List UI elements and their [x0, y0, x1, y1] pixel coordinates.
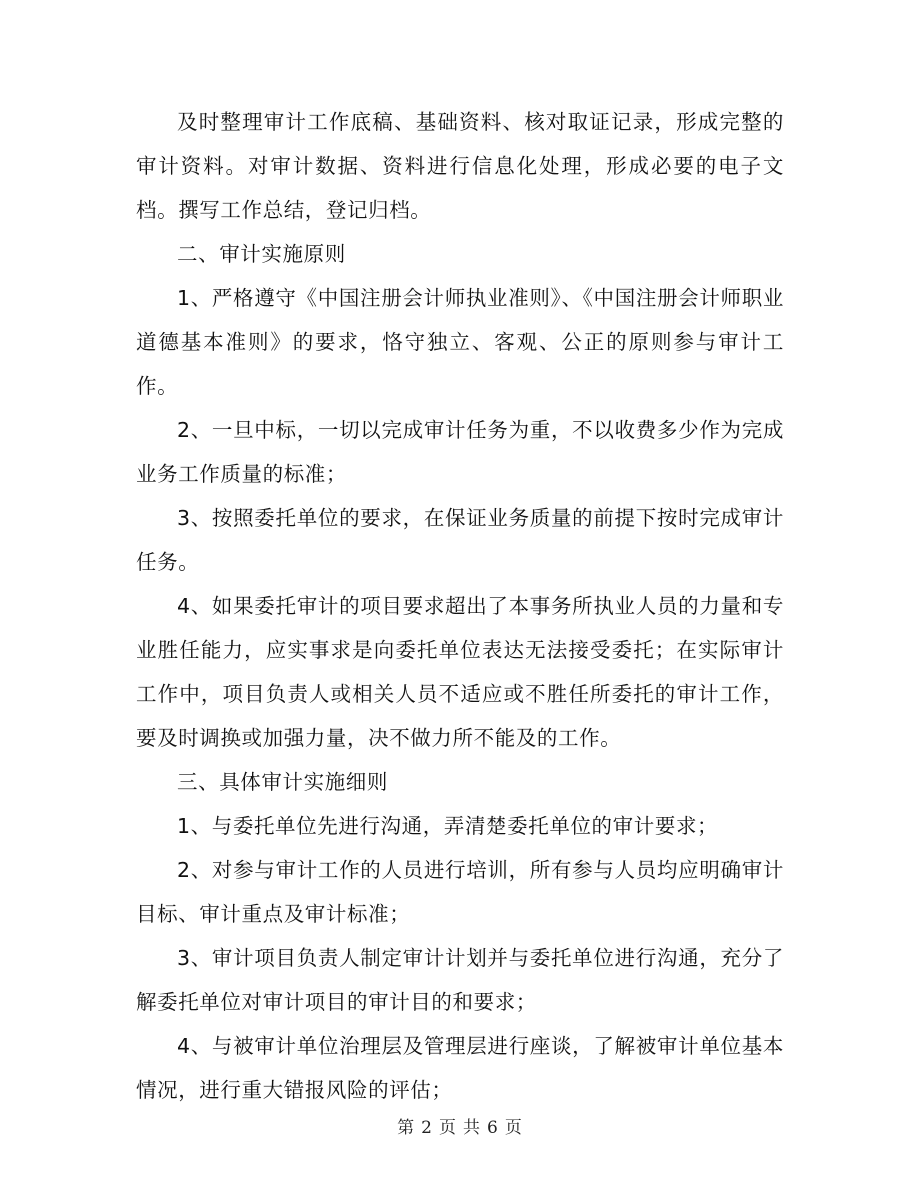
paragraph: 2、一旦中标，一切以完成审计任务为重，不以收费多少作为完成业务工作质量的标准； [136, 418, 784, 486]
paragraph: 2、对参与审计工作的人员进行培训，所有参与人员均应明确审计目标、审计重点及审计标准； [136, 858, 784, 926]
section-heading: 二、审计实施原则 [177, 242, 346, 266]
footer-total-pages: 6 [487, 1118, 499, 1138]
paragraph: 4、如果委托审计的项目要求超出了本事务所执业人员的力量和专业胜任能力，应实事求是向委托单位表达无法接受委托；在实际审计工作中，项目负责人或相关人员不适应或不胜任所委托的审计工作，要及时调换或加强力量，决不做力所不能及的工作。 [136, 594, 784, 750]
section-heading: 三、具体审计实施细则 [177, 770, 388, 794]
page-footer [0, 1113, 920, 1138]
footer-suffix: 页 [504, 1118, 523, 1138]
footer-page-label: 页 [439, 1118, 457, 1138]
paragraph: 及时整理审计工作底稿、基础资料、核对取证记录，形成完整的审计资料。对审计数据、资料进行信息化处理，形成必要的电子文档。撰写工作总结，登记归档。 [136, 110, 784, 222]
paragraph: 3、按照委托单位的要求，在保证业务质量的前提下按时完成审计任务。 [136, 506, 784, 574]
document-body [136, 100, 784, 1112]
paragraph: 1、严格遵守《中国注册会计师执业准则》、《中国注册会计师职业道德基本准则》的要求，恪守独立、客观、公正的原则参与审计工作。 [136, 286, 784, 398]
paragraph: 4、与被审计单位治理层及管理层进行座谈，了解被审计单位基本情况，进行重大错报风险的评估； [136, 1034, 784, 1102]
footer-current-page: 2 [421, 1118, 433, 1138]
footer-prefix: 第 [397, 1118, 416, 1138]
paragraph: 1、与委托单位先进行沟通，弄清楚委托单位的审计要求； [177, 814, 719, 838]
footer-total-label: 共 [463, 1118, 481, 1138]
paragraph: 3、审计项目负责人制定审计计划并与委托单位进行沟通，充分了解委托单位对审计项目的审计目的和要求； [136, 946, 784, 1014]
